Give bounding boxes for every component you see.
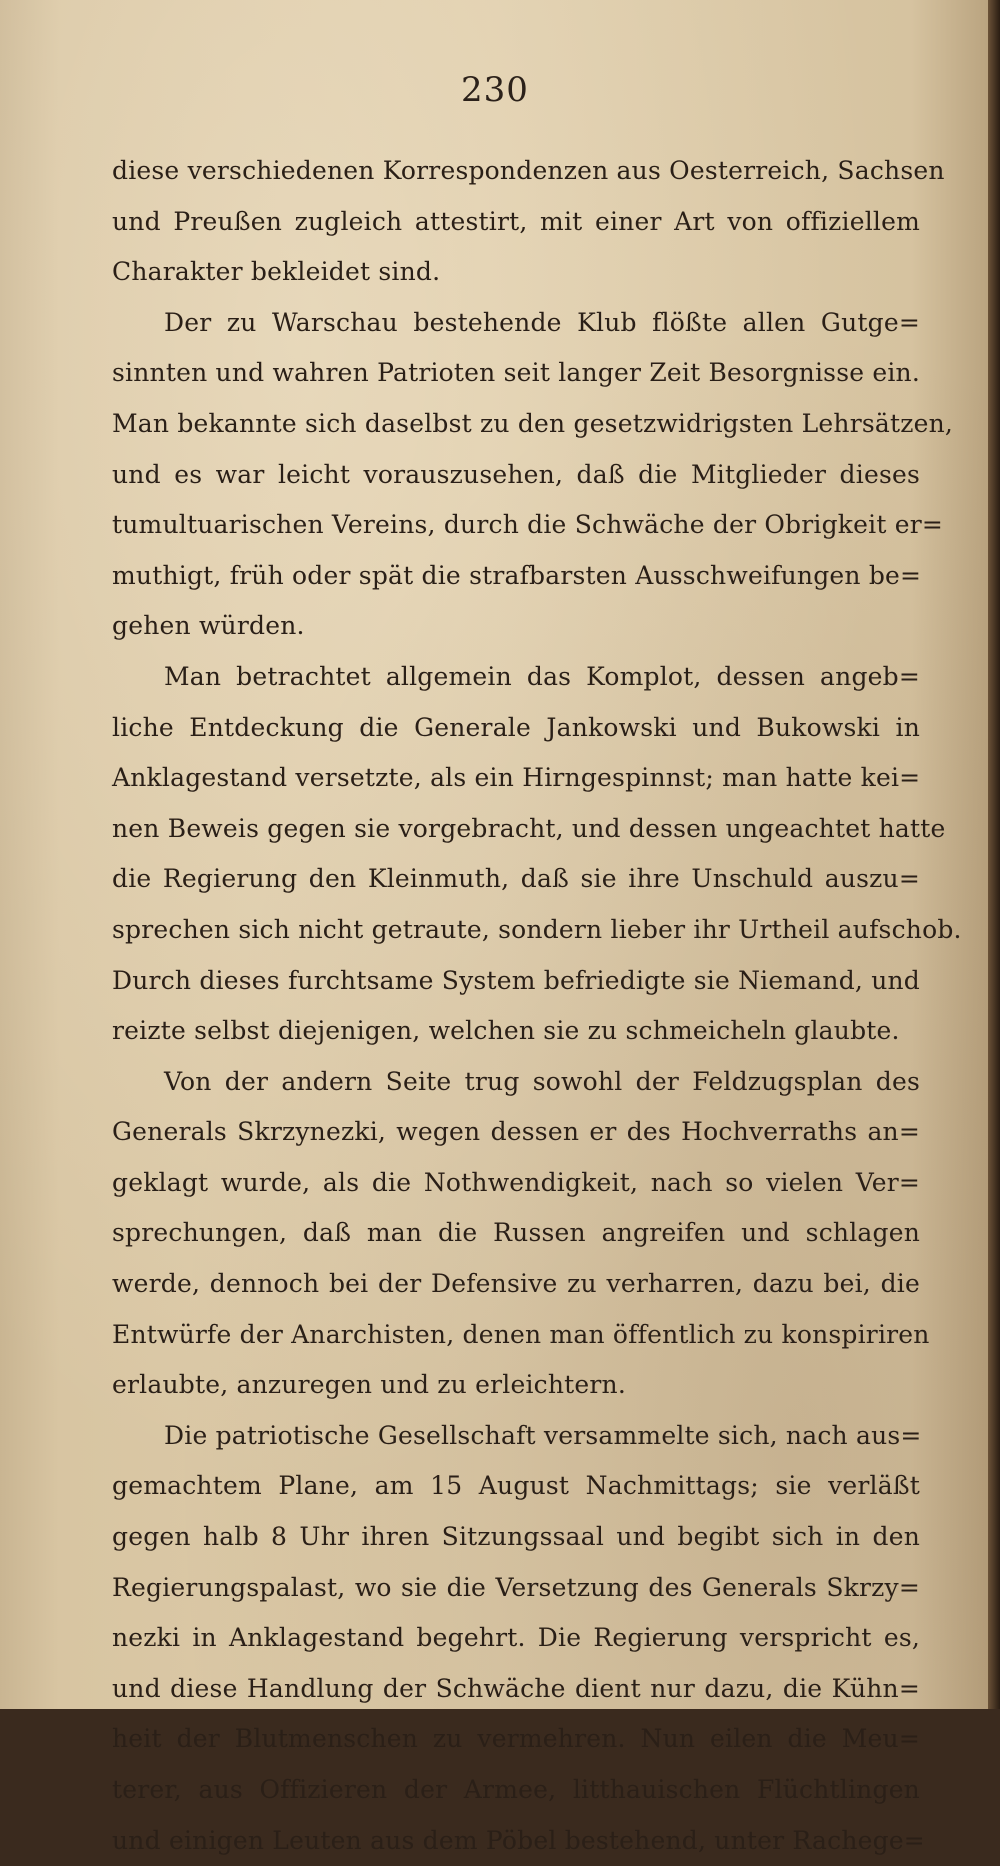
text-line: diese verschiedenen Korrespondenzen aus Oesterreich, Sachsen — [112, 156, 945, 185]
text-line: terer, aus Offizieren der Armee, litthauischen Flüchtlingen — [112, 1775, 920, 1804]
text-line: und einigen Leuten aus dem Pöbel bestehend, unter Rachege= — [112, 1825, 925, 1855]
text-line: heit der Blutmenschen zu vermehren. Nun eilen die Meu= — [112, 1724, 920, 1754]
text-line: erlaubte, anzuregen und zu erleichtern. — [112, 1370, 627, 1400]
text-line: und diese Handlung der Schwäche dient nur dazu, die Kühn= — [112, 1673, 920, 1703]
text-line: Entwürfe der Anarchisten, denen man öffentlich zu konspiriren — [112, 1319, 930, 1349]
text-line: reizte selbst diejenigen, welchen sie zu schmeicheln glaubte. — [112, 1016, 900, 1046]
text-line: die Regierung den Kleinmuth, daß sie ihre Unschuld auszu= — [112, 864, 920, 894]
text-line: Charakter bekleidet sind. — [112, 257, 441, 287]
text-line: und es war leicht vorauszusehen, daß die Mitglieder dieses — [112, 459, 920, 489]
text-line: Durch dieses furchtsame System befriedigte sie Niemand, und — [112, 965, 920, 995]
text-line: tumultuarischen Vereins, durch die Schwäche der Obrigkeit er= — [112, 510, 944, 540]
text-line: muthigt, früh oder spät die strafbarsten Ausschweifungen be= — [112, 560, 922, 590]
text-line: und Preußen zugleich attestirt, mit einer Art von offiziellem — [112, 206, 920, 236]
text-line: geklagt wurde, als die Nothwendigkeit, nach so vielen Ver= — [112, 1167, 920, 1197]
text-line: nen Beweis gegen sie vorgebracht, und dessen ungeachtet hatte — [112, 813, 946, 843]
text-line: Regierungspalast, wo sie die Versetzung des Generals Skrzy= — [112, 1572, 920, 1602]
text-line: gemachtem Plane, am 15 August Nachmittags; sie verläßt — [112, 1471, 920, 1501]
text-line: nezki in Anklagestand begehrt. Die Regierung verspricht es, — [112, 1623, 920, 1653]
text-line: Generals Skrzynezki, wegen dessen er des Hochverraths an= — [112, 1117, 920, 1147]
paragraph-start-line: Der zu Warschau bestehende Klub flößte allen Gutge= — [164, 307, 920, 337]
text-line: gegen halb 8 Uhr ihren Sitzungssaal und begibt sich in den — [112, 1522, 920, 1552]
text-line: sprechen sich nicht getraute, sondern lieber ihr Urtheil aufschob. — [112, 914, 962, 944]
book-spine-edge — [988, 0, 1000, 1709]
text-line: sprechungen, daß man die Russen angreifen und schlagen — [112, 1218, 920, 1248]
text-line: Anklagestand versetzte, als ein Hirngespinnst; man hatte kei= — [112, 763, 921, 793]
text-line: Man bekannte sich daselbst zu den gesetzwidrigsten Lehrsätzen, — [112, 408, 954, 438]
body-text — [112, 146, 962, 1866]
text-line: werde, dennoch bei der Defensive zu verharren, dazu bei, die — [112, 1269, 920, 1299]
page-number: 230 — [461, 70, 529, 110]
paragraph-start-line: Die patriotische Gesellschaft versammelte sich, nach aus= — [164, 1420, 922, 1450]
paragraph-start-line: Man betrachtet allgemein das Komplot, dessen angeb= — [164, 661, 920, 691]
text-line: sinnten und wahren Patrioten seit langer Zeit Besorgnisse ein. — [112, 358, 921, 388]
text-line: liche Entdeckung die Generale Jankowski und Bukowski in — [112, 712, 920, 742]
text-line: gehen würden. — [112, 611, 305, 641]
paragraph-start-line: Von der andern Seite trug sowohl der Feldzugsplan des — [164, 1066, 920, 1096]
